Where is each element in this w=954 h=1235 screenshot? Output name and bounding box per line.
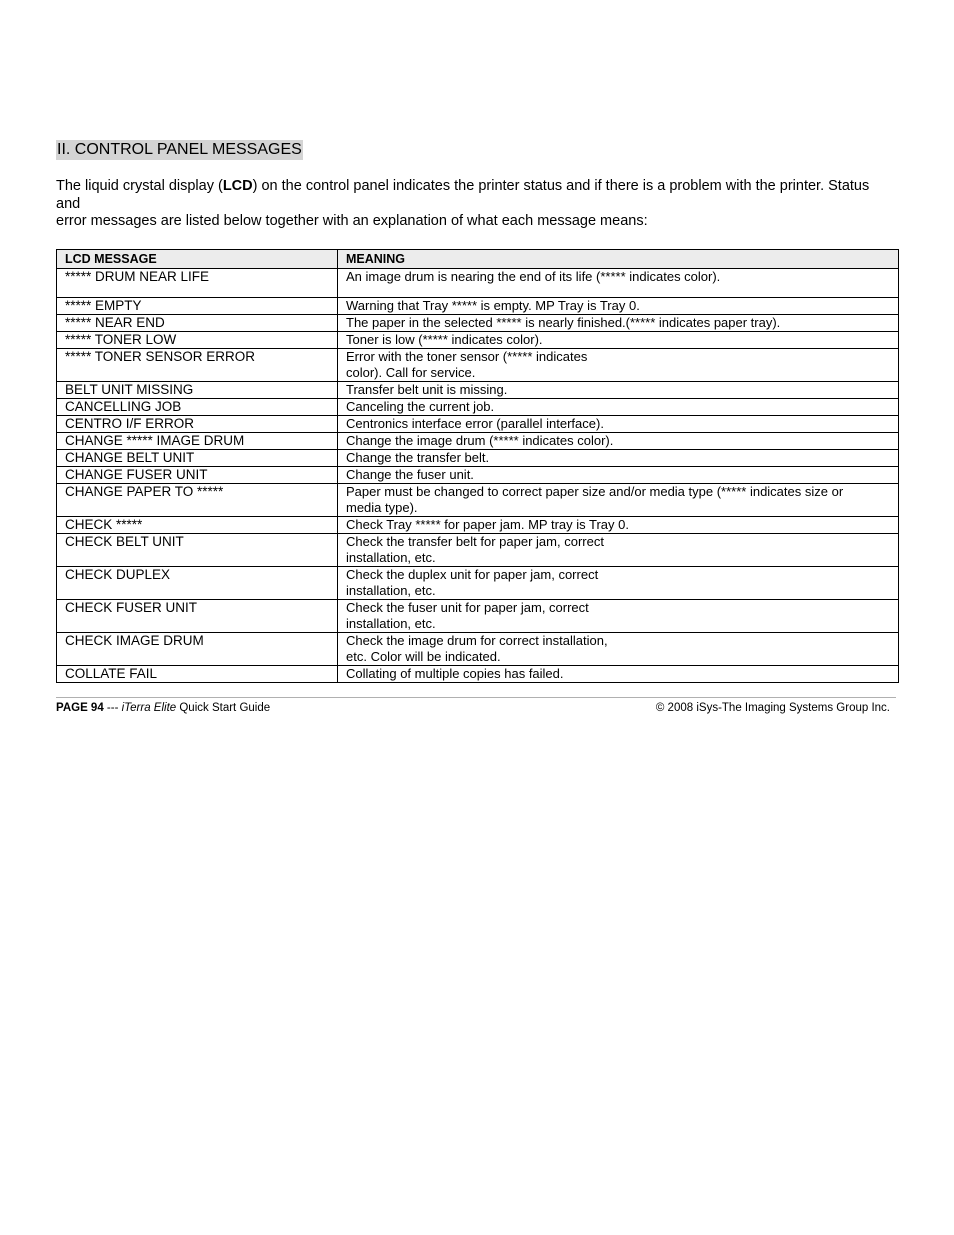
table-row xyxy=(57,382,899,399)
message-cell: ***** TONER SENSOR ERROR xyxy=(57,349,338,382)
table-header-row xyxy=(57,250,899,269)
message-cell: CHANGE ***** IMAGE DRUM xyxy=(57,433,338,450)
message-cell: ***** NEAR END xyxy=(57,315,338,332)
meaning-cell xyxy=(338,600,899,633)
meaning-line: installation, etc. xyxy=(346,550,436,565)
message-cell: BELT UNIT MISSING xyxy=(57,382,338,399)
meaning-cell xyxy=(338,349,899,382)
table-row xyxy=(57,600,899,633)
intro-lcd-abbr: LCD xyxy=(222,178,253,194)
message-cell: CHECK BELT UNIT xyxy=(57,534,338,567)
table-row xyxy=(57,315,899,332)
footer-divider xyxy=(56,697,896,698)
message-cell: CHANGE BELT UNIT xyxy=(57,450,338,467)
meaning-cell: Canceling the current job. xyxy=(338,399,899,416)
meaning-line: Paper must be changed to correct paper size and/or media type (***** indicates size or xyxy=(346,484,844,499)
table-row xyxy=(57,433,899,450)
meaning-cell: Warning that Tray ***** is empty. MP Tray is Tray 0. xyxy=(338,298,899,315)
intro-text-mid: ) on the control panel indicates the printer status and if there is a problem with the printer. Status and xyxy=(56,178,870,212)
meaning-line: Check the image drum for correct installation, xyxy=(346,633,608,648)
meaning-cell: Change the image drum (***** indicates color). xyxy=(338,433,899,450)
table-row xyxy=(57,517,899,534)
table-row xyxy=(57,633,899,666)
message-cell: CENTRO I/F ERROR xyxy=(57,416,338,433)
section-heading: II. CONTROL PANEL MESSAGES xyxy=(57,141,302,158)
table-row xyxy=(57,450,899,467)
meaning-cell: The paper in the selected ***** is nearly finished.(***** indicates paper tray). xyxy=(338,315,899,332)
meaning-cell xyxy=(338,484,899,517)
meaning-line: installation, etc. xyxy=(346,616,436,631)
message-cell: ***** DRUM NEAR LIFE xyxy=(57,269,338,298)
meaning-cell xyxy=(338,567,899,600)
table-row xyxy=(57,534,899,567)
intro-paragraph xyxy=(56,178,896,231)
table-row xyxy=(57,567,899,600)
intro-text-end: error messages are listed below together with an explanation of what each message means: xyxy=(56,213,648,229)
message-cell: CHECK ***** xyxy=(57,517,338,534)
message-cell: CHECK DUPLEX xyxy=(57,567,338,600)
meaning-line: color). Call for service. xyxy=(346,365,476,380)
message-cell: CHANGE FUSER UNIT xyxy=(57,467,338,484)
meaning-cell xyxy=(338,534,899,567)
meaning-line: etc. Color will be indicated. xyxy=(346,649,501,664)
table-row xyxy=(57,467,899,484)
table-row xyxy=(57,332,899,349)
header-lcd-message: LCD MESSAGE xyxy=(57,250,338,269)
meaning-cell: An image drum is nearing the end of its life (***** indicates color). xyxy=(338,269,899,298)
meaning-cell: Change the fuser unit. xyxy=(338,467,899,484)
footer-separator: --- xyxy=(103,702,122,714)
copyright-notice: © 2008 iSys-The Imaging Systems Group Inc. xyxy=(655,702,890,714)
message-cell: CHECK IMAGE DRUM xyxy=(57,633,338,666)
meaning-cell: Centronics interface error (parallel interface). xyxy=(338,416,899,433)
meaning-cell: Collating of multiple copies has failed. xyxy=(338,666,899,683)
page-number: PAGE 94 xyxy=(56,702,104,714)
meaning-cell: Transfer belt unit is missing. xyxy=(338,382,899,399)
guide-title: Quick Start Guide xyxy=(176,702,271,714)
table-row xyxy=(57,484,899,517)
meaning-cell xyxy=(338,633,899,666)
table-row xyxy=(57,269,899,298)
message-cell: CANCELLING JOB xyxy=(57,399,338,416)
message-cell: ***** EMPTY xyxy=(57,298,338,315)
meaning-line: Check the fuser unit for paper jam, correct xyxy=(346,600,589,615)
message-cell: CHANGE PAPER TO ***** xyxy=(57,484,338,517)
table-row xyxy=(57,298,899,315)
meaning-cell: Change the transfer belt. xyxy=(338,450,899,467)
lcd-messages-table xyxy=(56,249,899,683)
header-meaning: MEANING xyxy=(338,250,899,269)
meaning-line: Check the transfer belt for paper jam, correct xyxy=(346,534,604,549)
meaning-line: installation, etc. xyxy=(346,583,436,598)
meaning-cell: Toner is low (***** indicates color). xyxy=(338,332,899,349)
intro-text-start: The liquid crystal display ( xyxy=(56,178,223,194)
table-row xyxy=(57,349,899,382)
meaning-line: Error with the toner sensor (***** indicates xyxy=(346,349,588,364)
message-cell: COLLATE FAIL xyxy=(57,666,338,683)
table-row xyxy=(57,399,899,416)
table-row xyxy=(57,666,899,683)
product-name: iTerra Elite xyxy=(121,702,177,714)
message-cell: CHECK FUSER UNIT xyxy=(57,600,338,633)
meaning-line: Check the duplex unit for paper jam, correct xyxy=(346,567,599,582)
message-cell: ***** TONER LOW xyxy=(57,332,338,349)
table-row xyxy=(57,416,899,433)
footer-page-info xyxy=(56,701,270,715)
meaning-cell: Check Tray ***** for paper jam. MP tray is Tray 0. xyxy=(338,517,899,534)
meaning-line: media type). xyxy=(346,500,418,515)
page-footer xyxy=(56,701,890,715)
